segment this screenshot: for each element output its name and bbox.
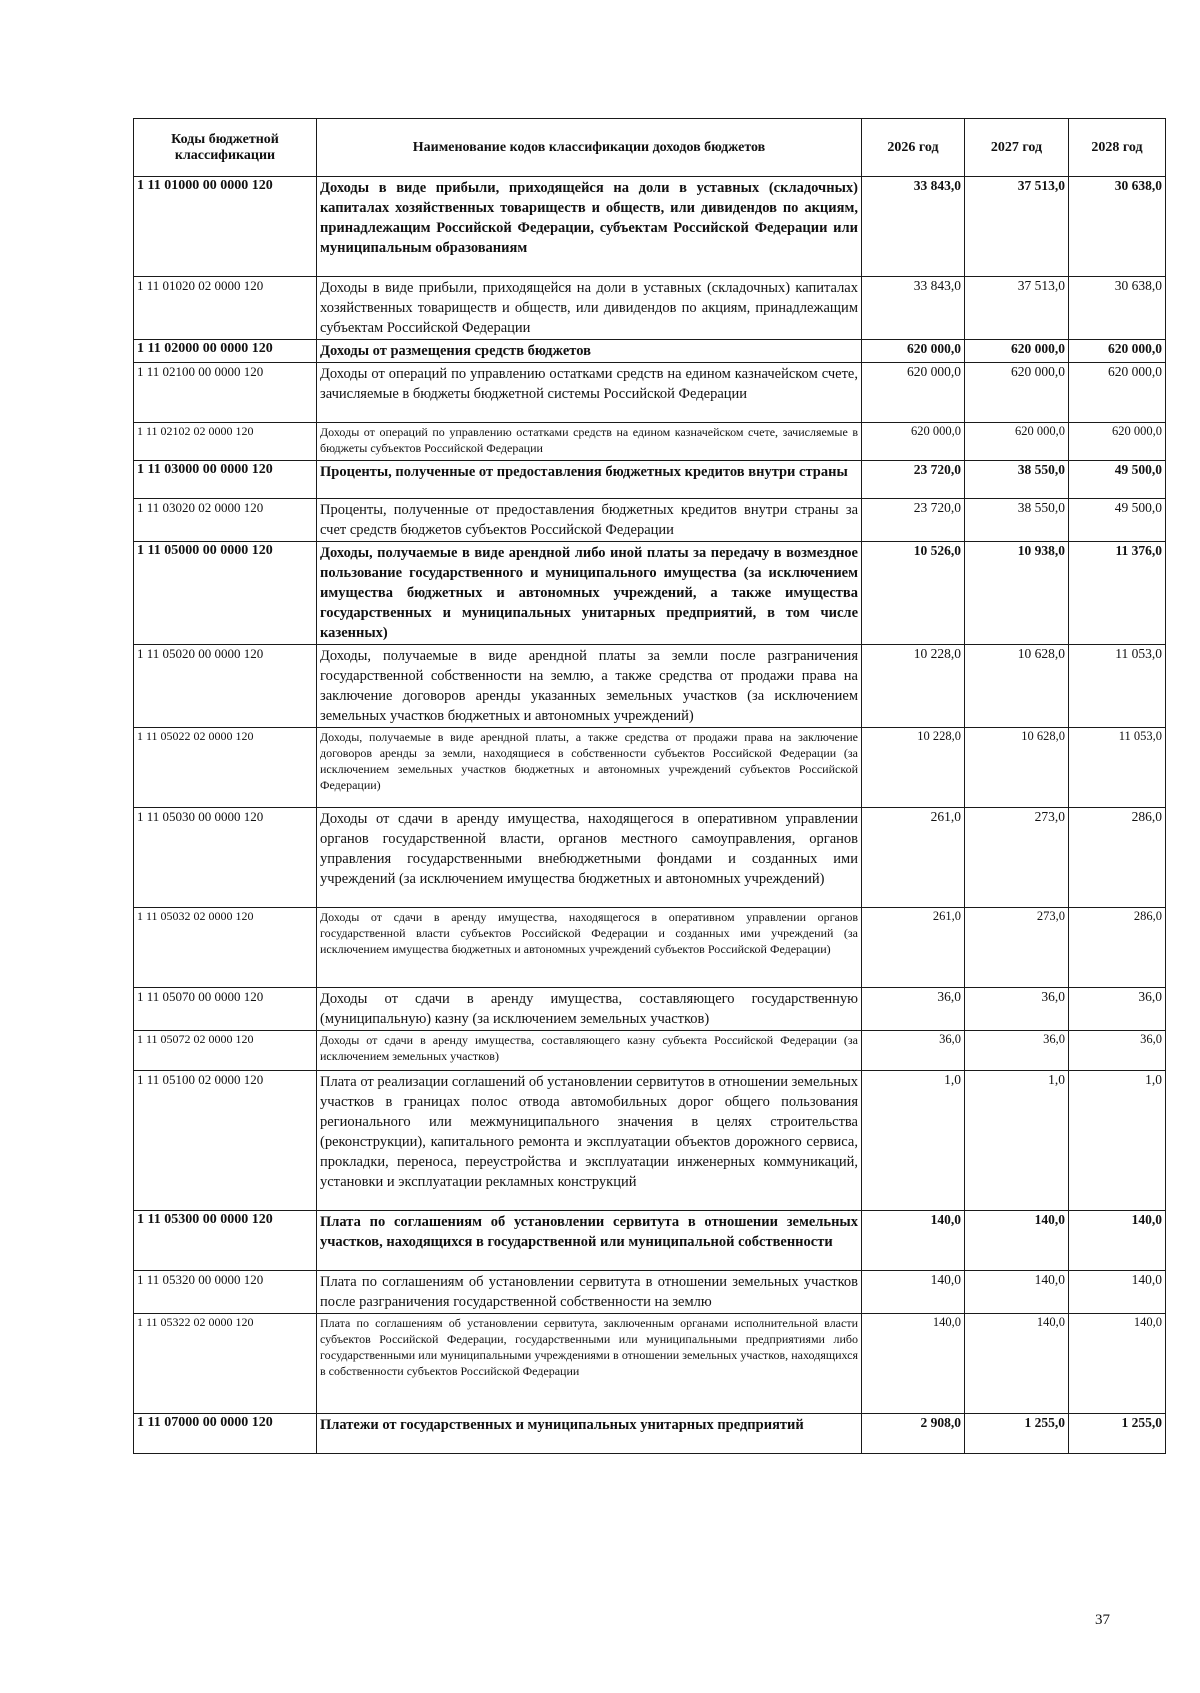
row-value-2026: 10 526,0 (862, 542, 965, 645)
row-value-2027: 620 000,0 (965, 363, 1069, 423)
row-name: Доходы в виде прибыли, приходящейся на доли в уставных (складочных) капиталах хозяйственных товариществ и обществ, или дивидендов по акциям, принадлежащим Российской Федерации, субъектам Российской Федерации или муниципальным образованиям (317, 177, 862, 277)
row-value-2027: 38 550,0 (965, 499, 1069, 542)
header-name: Наименование кодов классификации доходов бюджетов (317, 119, 862, 177)
row-value-2026: 620 000,0 (862, 340, 965, 363)
row-code: 1 11 01020 02 0000 120 (134, 277, 317, 340)
row-code: 1 11 05020 00 0000 120 (134, 645, 317, 728)
row-code: 1 11 02100 00 0000 120 (134, 363, 317, 423)
row-name: Плата по соглашениям об установлении сервитута в отношении земельных участков после разграничения государственной собственности на землю (317, 1271, 862, 1314)
row-name: Плата по соглашениям об установлении сервитута в отношении земельных участков, находящихся в государственной или муниципальной собственности (317, 1211, 862, 1271)
row-value-2027: 273,0 (965, 908, 1069, 988)
row-value-2027: 140,0 (965, 1211, 1069, 1271)
table-row (134, 277, 1166, 340)
row-code: 1 11 05320 00 0000 120 (134, 1271, 317, 1314)
table-row (134, 499, 1166, 542)
row-value-2028: 11 376,0 (1069, 542, 1166, 645)
row-code: 1 11 07000 00 0000 120 (134, 1414, 317, 1454)
row-value-2027: 10 628,0 (965, 645, 1069, 728)
row-code: 1 11 05322 02 0000 120 (134, 1314, 317, 1414)
row-value-2028: 286,0 (1069, 808, 1166, 908)
table-row (134, 1271, 1166, 1314)
row-value-2027: 140,0 (965, 1271, 1069, 1314)
row-value-2026: 261,0 (862, 808, 965, 908)
row-value-2027: 1,0 (965, 1071, 1069, 1211)
row-value-2028: 30 638,0 (1069, 177, 1166, 277)
row-value-2027: 273,0 (965, 808, 1069, 908)
row-name: Доходы от сдачи в аренду имущества, находящегося в оперативном управлении органов государственной власти субъектов Российской Федерации и созданных ими учреждений (за исключением имущества бюджетных и автономных учреждений субъектов Российской Федерации) (317, 908, 862, 988)
row-name: Доходы от сдачи в аренду имущества, составляющего государственную (муниципальную) казну (за исключением земельных участков) (317, 988, 862, 1031)
table-row (134, 423, 1166, 461)
row-name: Проценты, полученные от предоставления бюджетных кредитов внутри страны за счет средств бюджетов субъектов Российской Федерации (317, 499, 862, 542)
row-value-2028: 30 638,0 (1069, 277, 1166, 340)
row-value-2027: 37 513,0 (965, 177, 1069, 277)
row-value-2028: 49 500,0 (1069, 499, 1166, 542)
row-name: Плата от реализации соглашений об установлении сервитутов в отношении земельных участков в границах полос отвода автомобильных дорог общего пользования регионального или межмуниципального значения в целях строительства (реконструкции), капитального ремонта и эксплуатации объектов дорожного сервиса, прокладки, переноса, переустройства и эксплуатации инженерных коммуникаций, установки и эксплуатации рекламных конструкций (317, 1071, 862, 1211)
row-value-2027: 38 550,0 (965, 461, 1069, 499)
row-value-2027: 10 628,0 (965, 728, 1069, 808)
row-name: Доходы, получаемые в виде арендной платы, а также средства от продажи права на заключение договоров аренды за земли, находящиеся в собственности субъектов Российской Федерации (за исключением земельных участков бюджетных и автономных учреждений субъектов Российской Федерации) (317, 728, 862, 808)
row-name: Доходы в виде прибыли, приходящейся на доли в уставных (складочных) капиталах хозяйственных товариществ и обществ, или дивидендов по акциям, принадлежащим субъектам Российской Федерации (317, 277, 862, 340)
header-2028: 2028 год (1069, 119, 1166, 177)
row-value-2028: 140,0 (1069, 1271, 1166, 1314)
row-value-2026: 620 000,0 (862, 423, 965, 461)
row-name: Доходы от размещения средств бюджетов (317, 340, 862, 363)
row-name: Доходы, получаемые в виде арендной либо иной платы за передачу в возмездное пользование государственного и муниципального имущества (за исключением имущества бюджетных и автономных учреждений, а также имущества государственных и муниципальных унитарных предприятий, в том числе казенных) (317, 542, 862, 645)
row-code: 1 11 05300 00 0000 120 (134, 1211, 317, 1271)
row-value-2028: 620 000,0 (1069, 340, 1166, 363)
row-code: 1 11 03020 02 0000 120 (134, 499, 317, 542)
row-value-2028: 49 500,0 (1069, 461, 1166, 499)
row-value-2026: 140,0 (862, 1211, 965, 1271)
budget-classification-table (133, 118, 1166, 1454)
row-value-2026: 33 843,0 (862, 277, 965, 340)
row-value-2028: 286,0 (1069, 908, 1166, 988)
row-code: 1 11 01000 00 0000 120 (134, 177, 317, 277)
table-row (134, 461, 1166, 499)
header-2026: 2026 год (862, 119, 965, 177)
row-value-2027: 620 000,0 (965, 340, 1069, 363)
table-row (134, 340, 1166, 363)
row-code: 1 11 02000 00 0000 120 (134, 340, 317, 363)
row-value-2026: 23 720,0 (862, 499, 965, 542)
row-value-2028: 36,0 (1069, 1031, 1166, 1071)
row-value-2027: 620 000,0 (965, 423, 1069, 461)
table-row (134, 1314, 1166, 1414)
row-value-2027: 1 255,0 (965, 1414, 1069, 1454)
table-row (134, 645, 1166, 728)
row-value-2026: 620 000,0 (862, 363, 965, 423)
row-name: Доходы от операций по управлению остатками средств на едином казначейском счете, зачисляемые в бюджеты бюджетной системы Российской Федерации (317, 363, 862, 423)
row-value-2026: 33 843,0 (862, 177, 965, 277)
row-code: 1 11 05032 02 0000 120 (134, 908, 317, 988)
row-code: 1 11 05022 02 0000 120 (134, 728, 317, 808)
row-value-2028: 1 255,0 (1069, 1414, 1166, 1454)
row-name: Доходы от операций по управлению остатками средств на едином казначейском счете, зачисляемые в бюджеты субъектов Российской Федерации (317, 423, 862, 461)
row-value-2026: 140,0 (862, 1271, 965, 1314)
row-code: 1 11 05100 02 0000 120 (134, 1071, 317, 1211)
row-name: Плата по соглашениям об установлении сервитута, заключенным органами исполнительной власти субъектов Российской Федерации, государственными или муниципальными предприятиями либо государственными или муниципальными учреждениями в отношении земельных участков, находящихся в собственности субъектов Российской Федерации (317, 1314, 862, 1414)
row-name: Доходы от сдачи в аренду имущества, составляющего казну субъекта Российской Федерации (за исключением земельных участков) (317, 1031, 862, 1071)
table-row (134, 1414, 1166, 1454)
row-value-2028: 620 000,0 (1069, 363, 1166, 423)
row-value-2026: 10 228,0 (862, 645, 965, 728)
row-code: 1 11 03000 00 0000 120 (134, 461, 317, 499)
row-code: 1 11 02102 02 0000 120 (134, 423, 317, 461)
row-value-2026: 1,0 (862, 1071, 965, 1211)
table-row (134, 177, 1166, 277)
row-code: 1 11 05072 02 0000 120 (134, 1031, 317, 1071)
row-value-2028: 1,0 (1069, 1071, 1166, 1211)
table-row (134, 988, 1166, 1031)
row-value-2026: 10 228,0 (862, 728, 965, 808)
table-row (134, 363, 1166, 423)
table-row (134, 542, 1166, 645)
header-2027: 2027 год (965, 119, 1069, 177)
row-value-2028: 36,0 (1069, 988, 1166, 1031)
row-code: 1 11 05030 00 0000 120 (134, 808, 317, 908)
table-row (134, 908, 1166, 988)
row-name: Доходы от сдачи в аренду имущества, находящегося в оперативном управлении органов государственной власти, органов местного самоуправления, органов управления государственными внебюджетными фондами и созданных ими учреждений (за исключением имущества бюджетных и автономных учреждений) (317, 808, 862, 908)
row-value-2027: 140,0 (965, 1314, 1069, 1414)
row-value-2028: 620 000,0 (1069, 423, 1166, 461)
table-row (134, 728, 1166, 808)
row-value-2026: 140,0 (862, 1314, 965, 1414)
row-value-2028: 140,0 (1069, 1314, 1166, 1414)
row-value-2026: 261,0 (862, 908, 965, 988)
table-row (134, 808, 1166, 908)
row-name: Проценты, полученные от предоставления бюджетных кредитов внутри страны (317, 461, 862, 499)
row-value-2026: 36,0 (862, 988, 965, 1031)
row-value-2027: 36,0 (965, 988, 1069, 1031)
row-value-2026: 36,0 (862, 1031, 965, 1071)
row-value-2027: 36,0 (965, 1031, 1069, 1071)
row-name: Платежи от государственных и муниципальных унитарных предприятий (317, 1414, 862, 1454)
table-row (134, 1211, 1166, 1271)
row-code: 1 11 05000 00 0000 120 (134, 542, 317, 645)
row-name: Доходы, получаемые в виде арендной платы за земли после разграничения государственной собственности на землю, а также средства от продажи права на заключение договоров аренды указанных земельных участков (за исключением земельных участков бюджетных и автономных учреждений) (317, 645, 862, 728)
row-value-2028: 140,0 (1069, 1211, 1166, 1271)
row-code: 1 11 05070 00 0000 120 (134, 988, 317, 1031)
table-body (134, 177, 1166, 1454)
table-header-row (134, 119, 1166, 177)
row-value-2027: 10 938,0 (965, 542, 1069, 645)
row-value-2028: 11 053,0 (1069, 645, 1166, 728)
header-code: Коды бюджетной классификации (134, 119, 317, 177)
row-value-2026: 23 720,0 (862, 461, 965, 499)
row-value-2028: 11 053,0 (1069, 728, 1166, 808)
table-row (134, 1071, 1166, 1211)
table-row (134, 1031, 1166, 1071)
row-value-2027: 37 513,0 (965, 277, 1069, 340)
row-value-2026: 2 908,0 (862, 1414, 965, 1454)
page-number: 37 (1095, 1612, 1110, 1628)
